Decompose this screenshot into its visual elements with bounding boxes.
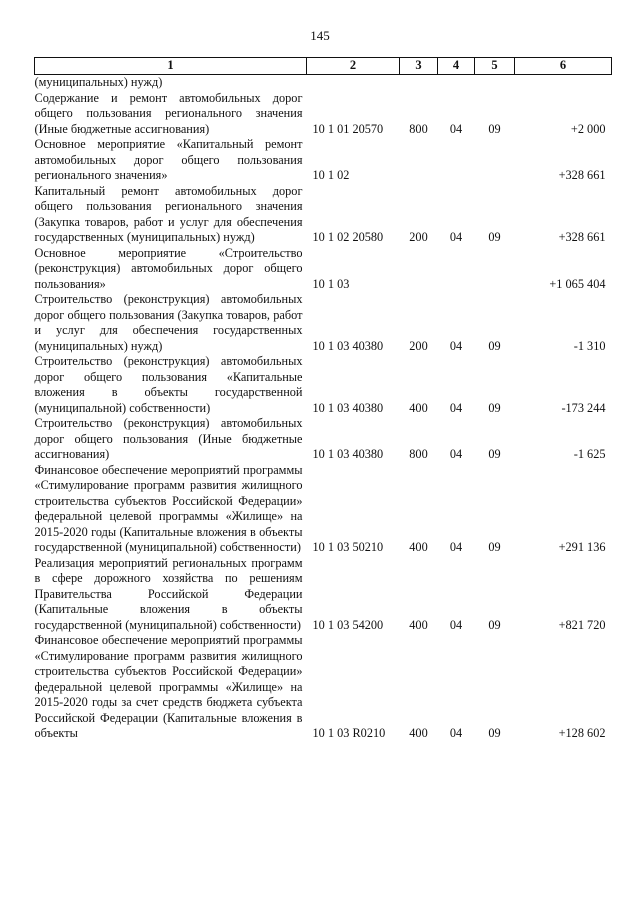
subsection-cell: 09: [488, 540, 501, 554]
amount-cell: +128 602: [558, 726, 606, 740]
table-row: [35, 463, 612, 556]
amount-cell: +1 065 404: [549, 276, 606, 291]
expense-type-cell: 200: [409, 230, 428, 244]
table-row: [35, 184, 612, 246]
code-cell: 10 1 03 50210: [312, 540, 384, 554]
expense-type-cell: 400: [409, 400, 428, 415]
code-cell: 10 1 02: [312, 168, 350, 182]
expense-type-cell: [400, 246, 438, 293]
page-number: 145: [310, 28, 330, 43]
table-body: [35, 75, 612, 742]
code-cell: 10 1 03 40380: [312, 338, 384, 353]
table-row: [35, 137, 612, 184]
subsection-cell: 09: [488, 230, 501, 244]
section-cell: 04: [449, 338, 463, 353]
code-cell: 10 1 03 40380: [312, 447, 384, 461]
header-row: [35, 58, 612, 75]
subsection-cell: 09: [488, 400, 501, 415]
section-cell: 04: [449, 540, 463, 554]
subsection-cell: [475, 75, 515, 91]
subsection-cell: 09: [488, 121, 501, 136]
subsection-cell: 09: [488, 726, 501, 740]
subsection-cell: 09: [488, 338, 501, 353]
description-cell: Содержание и ремонт автомобильных дорог общего пользования регионального значения (Иные бюджетные ассигнования): [34, 90, 303, 136]
header-cell: 3: [400, 58, 438, 75]
code-cell: 10 1 01 20570: [312, 121, 384, 136]
section-cell: 04: [449, 726, 463, 740]
description-cell: Основное мероприятие «Капитальный ремонт автомобильных дорог общего пользования регионального значения»: [34, 137, 303, 182]
header-cell: 6: [515, 58, 612, 75]
table-row: [35, 246, 612, 293]
code-cell: 10 1 03 R0210: [312, 726, 386, 740]
subsection-cell: [475, 246, 515, 293]
section-cell: 04: [449, 447, 463, 461]
amount-cell: -1 310: [573, 338, 606, 353]
subsection-cell: 09: [488, 447, 501, 461]
description-cell: Строительство (реконструкция) автомобильных дорог общего пользования «Капитальные вложения в объекты государственной (муниципальной) собственности): [34, 354, 303, 415]
table-row: [35, 75, 612, 91]
amount-cell: +821 720: [558, 617, 606, 632]
header-cell: 4: [438, 58, 475, 75]
section-cell: 04: [449, 400, 463, 415]
description-cell: Реализация мероприятий региональных программ в сфере дорожного хозяйства по решениям Правительства Российской Федерации (Капитальные вложения в объекты государственной (муниципальной) собственности): [34, 555, 303, 632]
expense-type-cell: 800: [409, 121, 428, 136]
table-row: [35, 416, 612, 463]
header-cell: 1: [35, 58, 307, 75]
amount-cell: +328 661: [558, 230, 606, 244]
section-cell: [438, 75, 475, 91]
description-cell: Строительство (реконструкция) автомобильных дорог общего пользования (Закупка товаров, работ и услуг для обеспечения государственных (муниципальных) нужд): [34, 292, 303, 353]
description-cell: (муниципальных) нужд): [34, 75, 163, 89]
expense-type-cell: [400, 75, 438, 91]
expense-type-cell: [400, 137, 438, 184]
expense-type-cell: 400: [409, 540, 428, 554]
header-cell: 5: [475, 58, 515, 75]
amount-cell: [515, 75, 612, 91]
expense-type-cell: 800: [409, 447, 428, 461]
section-cell: 04: [449, 617, 463, 632]
table-row: [35, 633, 612, 742]
budget-table: [34, 57, 612, 742]
code-cell: 10 1 02 20580: [312, 230, 384, 244]
table-row: [35, 556, 612, 634]
description-cell: Основное мероприятие «Строительство (реконструкция) автомобильных дорог общего пользования»: [34, 245, 303, 291]
amount-cell: +328 661: [558, 168, 606, 182]
table-row: [35, 292, 612, 354]
table-row: [35, 354, 612, 416]
section-cell: 04: [449, 230, 463, 244]
subsection-cell: [475, 137, 515, 184]
amount-cell: -173 244: [561, 400, 606, 415]
subsection-cell: 09: [488, 617, 501, 632]
code-cell: [307, 75, 400, 91]
code-cell: 10 1 03: [312, 276, 350, 291]
section-cell: 04: [449, 121, 463, 136]
expense-type-cell: 400: [409, 726, 428, 740]
expense-type-cell: 200: [409, 338, 428, 353]
header-cell: 2: [307, 58, 400, 75]
description-cell: Финансовое обеспечение мероприятий программы «Стимулирование программ развития жилищного строительства субъектов Российской Федерации» федеральной целевой программы «Жилище» на 2015-2020 годы за счет средств бюджета субъекта Российской Федерации (Капитальные вложения в объекты: [34, 633, 303, 740]
code-cell: 10 1 03 40380: [312, 400, 384, 415]
description-cell: Капитальный ремонт автомобильных дорог общего пользования регионального значения (Закупка товаров, работ и услуг для обеспечения государственных (муниципальных) нужд): [34, 183, 303, 244]
section-cell: [438, 246, 475, 293]
amount-cell: +291 136: [558, 540, 606, 554]
amount-cell: +2 000: [570, 121, 606, 136]
amount-cell: -1 625: [573, 447, 606, 461]
table-row: [35, 91, 612, 138]
expense-type-cell: 400: [409, 617, 428, 632]
code-cell: 10 1 03 54200: [312, 617, 384, 632]
section-cell: [438, 137, 475, 184]
table-header: [35, 58, 612, 75]
description-cell: Строительство (реконструкция) автомобильных дорог общего пользования (Иные бюджетные ассигнования): [34, 416, 303, 461]
description-cell: Финансовое обеспечение мероприятий программы «Стимулирование программ развития жилищного строительства субъектов Российской Федерации» федеральной целевой программы «Жилище» на 2015-2020 годы (Капитальные вложения в объекты государственной (муниципальной) собственности): [34, 462, 303, 554]
